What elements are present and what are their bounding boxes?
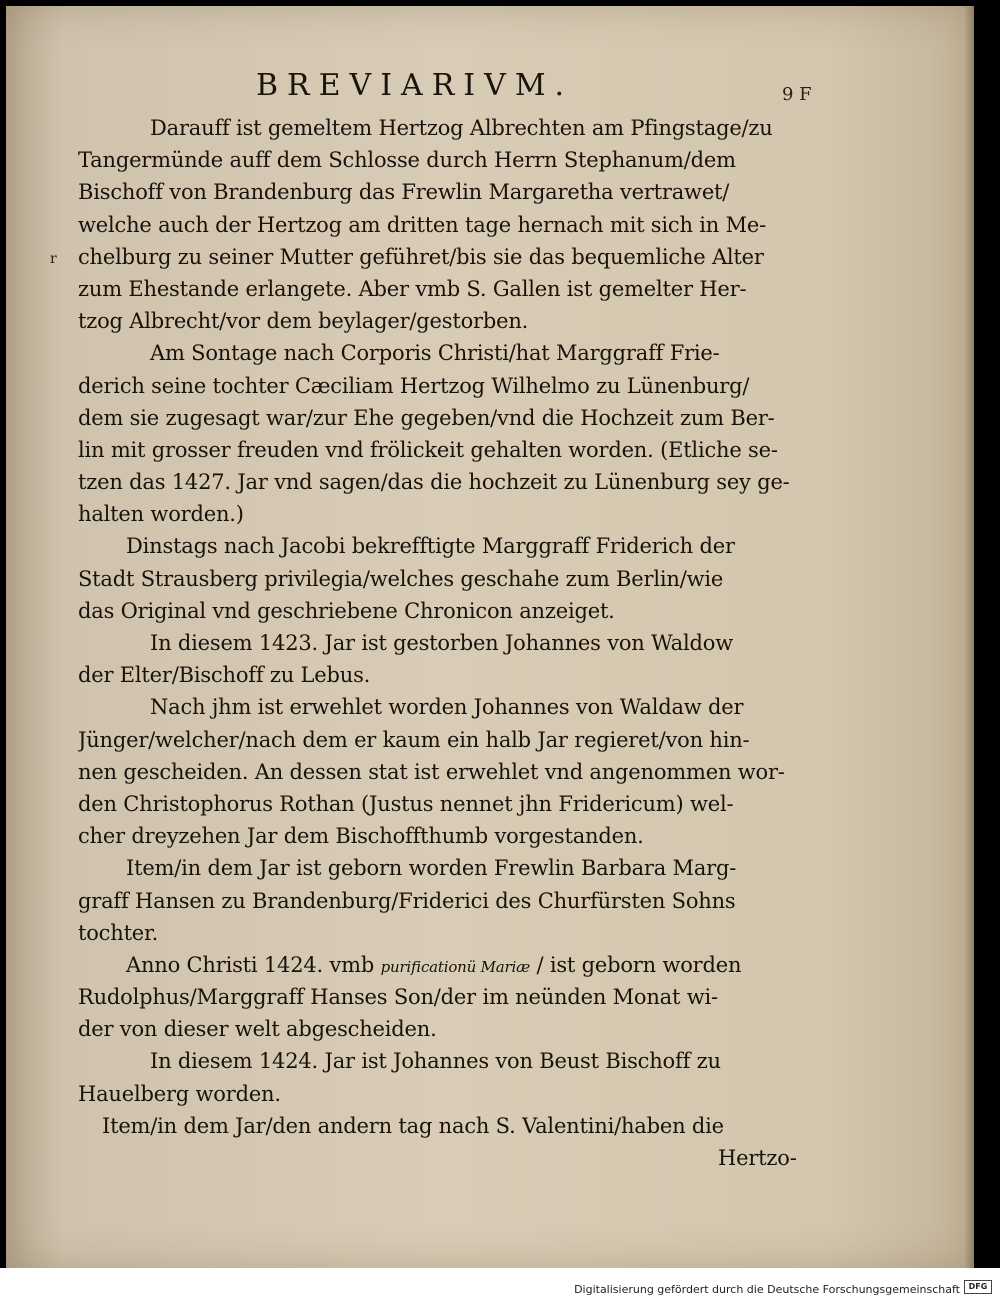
text-line: welche auch der Hertzog am dritten tage hernach mit sich in Me-: [78, 212, 766, 237]
text-line: Stadt Strausberg privilegia/welches geschahe zum Berlin/wie: [78, 566, 724, 591]
text-line: Item/in dem Jar/den andern tag nach S. Valentini/haben die: [102, 1113, 724, 1138]
text-line: halten worden.): [78, 502, 244, 527]
text-line: In diesem 1424. Jar ist Johannes von Beust Bischoff zu: [150, 1049, 721, 1074]
text-line: tzog Albrecht/vor dem beylager/gestorben.: [78, 309, 529, 334]
text-line: chelburg zu seiner Mutter geführet/bis sie das bequemliche Alter: [78, 244, 764, 269]
text-segment: Anno Christi 1424. vmb: [126, 952, 381, 977]
italic-phrase: purificationü Mariæ: [380, 957, 531, 976]
footer-credit: Digitalisierung gefördert durch die Deutsche Forschungsgemeinschaft: [574, 1283, 960, 1296]
page-edge-shadow: [964, 6, 974, 1268]
running-head: BREVIARIVM.: [256, 68, 574, 103]
text-line: Nach jhm ist erwehlet worden Johannes von Waldaw der: [150, 695, 744, 720]
dfg-logo-icon: DFG: [964, 1280, 992, 1294]
text-line: tzen das 1427. Jar vnd sagen/das die hochzeit zu Lünenburg sey ge-: [78, 470, 790, 495]
text-line: derich seine tochter Cæciliam Hertzog Wilhelmo zu Lünenburg/: [78, 373, 750, 398]
text-segment: / ist geborn worden: [530, 952, 742, 977]
text-line: zum Ehestande erlangete. Aber vmb S. Gallen ist gemelter Her-: [78, 276, 747, 301]
text-line: Bischoff von Brandenburg das Frewlin Margaretha vertrawet/: [78, 180, 730, 205]
text-line: Rudolphus/Marggraff Hanses Son/der im neünden Monat wi-: [78, 985, 718, 1010]
text-line: cher dreyzehen Jar dem Bischoffthumb vorgestanden.: [78, 824, 644, 849]
text-line: nen gescheiden. An dessen stat ist erwehlet vnd angenommen wor-: [78, 759, 785, 784]
text-line: Item/in dem Jar ist geborn worden Frewlin Barbara Marg-: [126, 856, 737, 881]
text-line: lin mit grosser freuden vnd frölickeit gehalten worden. (Etliche se-: [78, 437, 778, 462]
text-line: der Elter/Bischoff zu Lebus.: [78, 663, 371, 688]
text-line: Dinstags nach Jacobi bekrefftigte Marggraff Friderich der: [126, 534, 735, 559]
text-line: das Original vnd geschriebene Chronicon anzeiget.: [78, 598, 615, 623]
text-line: In diesem 1423. Jar ist gestorben Johannes von Waldow: [150, 631, 733, 655]
text-line: Tangermünde auff dem Schlosse durch Herrn Stephanum/dem: [78, 148, 736, 173]
text-block: [78, 112, 848, 1174]
text-line: dem sie zugesagt war/zur Ehe gegeben/vnd die Hochzeit zum Ber-: [78, 405, 775, 430]
text-line: Hauelberg worden.: [78, 1081, 281, 1106]
margin-note: r: [50, 251, 57, 267]
catchword: Hertzo-: [718, 1146, 797, 1170]
text-line: Jünger/welcher/nach dem er kaum ein halb Jar regieret/von hin-: [78, 727, 750, 752]
text-line: graff Hansen zu Brandenburg/Friderici des Churfürsten Sohns: [78, 888, 736, 913]
text-line: der von dieser welt abgescheiden.: [78, 1017, 437, 1042]
text-line: Darauff ist gemeltem Hertzog Albrechten am Pfingstage/zu: [150, 116, 773, 140]
text-line-mixed: [78, 949, 848, 981]
text-line: den Christophorus Rothan (Justus nennet jhn Fridericum) wel-: [78, 791, 734, 816]
text-line: Am Sontage nach Corporis Christi/hat Marggraff Frie-: [150, 341, 720, 366]
book-page: [6, 6, 974, 1268]
folio-number: 9 F: [782, 84, 812, 105]
text-line: tochter.: [78, 920, 159, 945]
